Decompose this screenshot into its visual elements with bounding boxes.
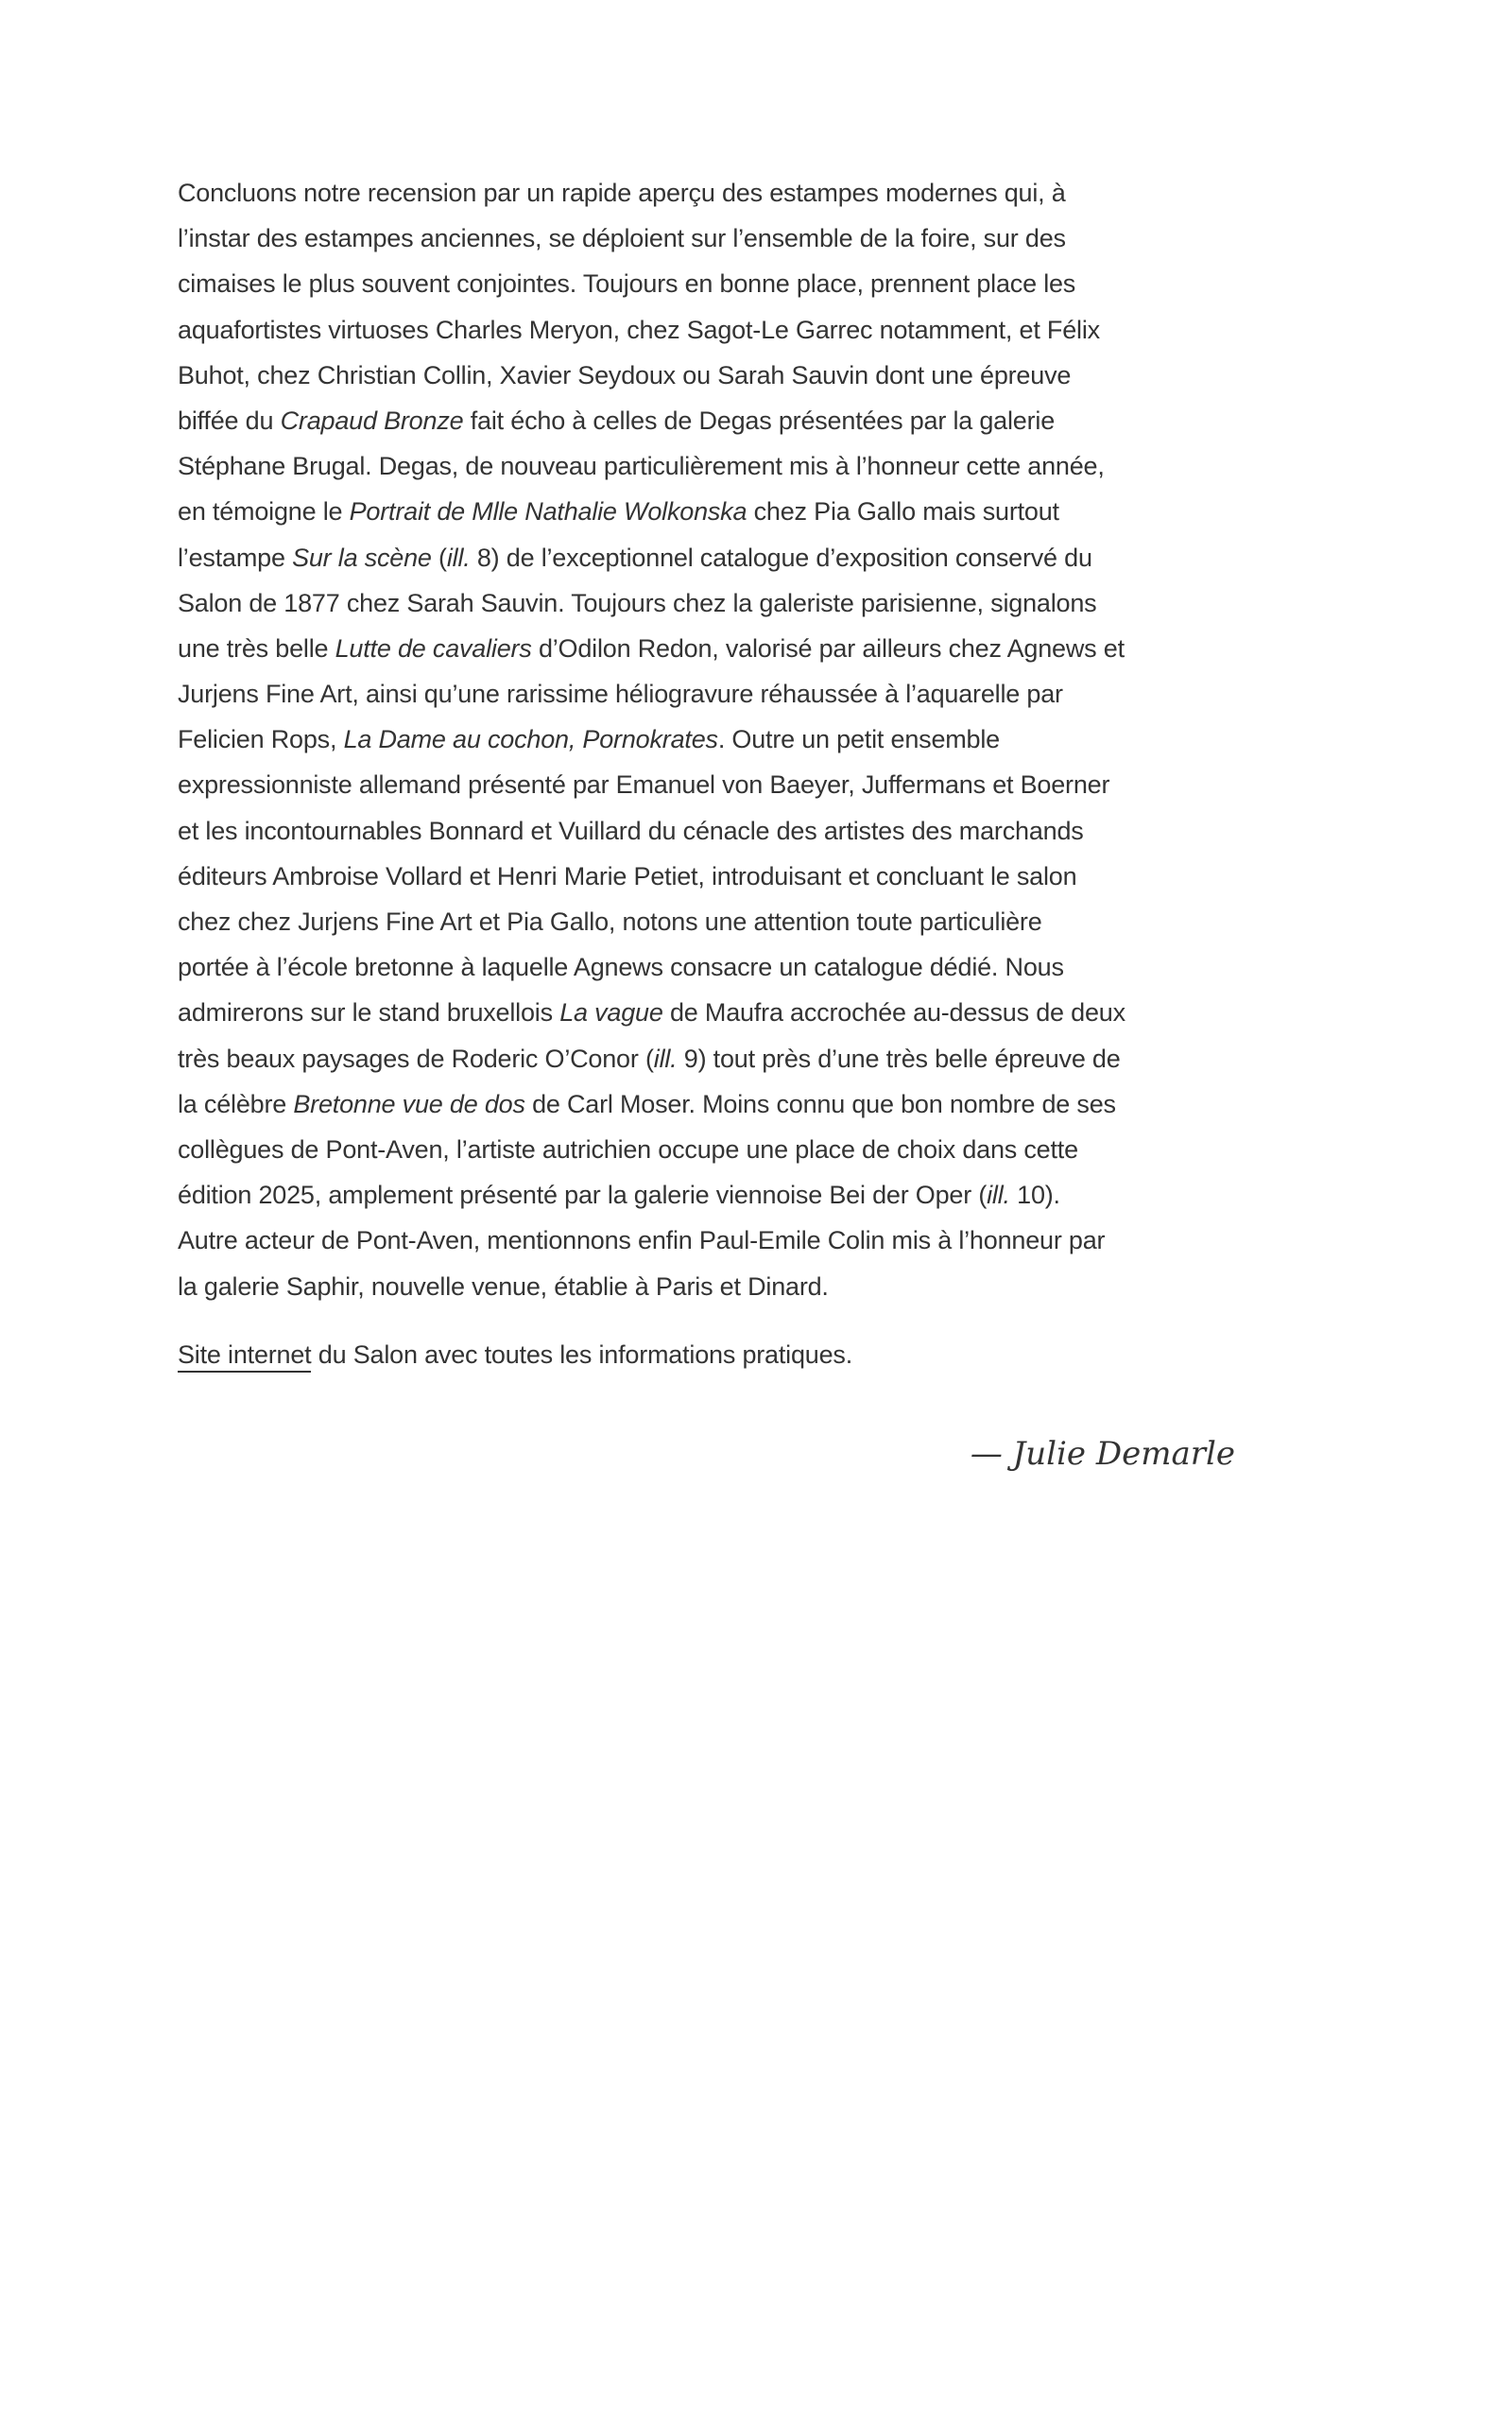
paragraph-line bbox=[178, 944, 1264, 990]
paragraph-line bbox=[178, 671, 1264, 717]
body-text: fait écho à celles de Degas présentées par la galerie bbox=[463, 406, 1056, 435]
body-text: 10). bbox=[1009, 1181, 1060, 1210]
body-text: d’Odilon Redon, valorisé par ailleurs chez Agnews et bbox=[531, 633, 1125, 663]
paragraph-line bbox=[178, 990, 1264, 1035]
body-text: la galerie Saphir, nouvelle venue, établie à Paris et Dinard. bbox=[178, 1271, 829, 1301]
italic-title-text: Sur la scène bbox=[292, 543, 432, 572]
body-text: de Carl Moser. Moins connu que bon nombre de ses bbox=[524, 1089, 1116, 1118]
author-signature: — Julie Demarle bbox=[970, 1435, 1235, 1473]
paragraph-line bbox=[178, 580, 1264, 626]
body-text: portée à l’école bretonne à laquelle Agnews consacre un catalogue dédié. Nous bbox=[178, 953, 1064, 982]
italic-title-text: ill. bbox=[987, 1181, 1010, 1210]
paragraph-line bbox=[178, 1036, 1264, 1081]
paragraph-line bbox=[178, 261, 1264, 306]
paragraph-line bbox=[178, 170, 1264, 216]
body-text: cimaises le plus souvent conjointes. Toujours en bonne place, prennent place les bbox=[178, 269, 1076, 299]
body-text: de Maufra accrochée au-dessus de deux bbox=[662, 998, 1125, 1028]
italic-title-text: Lutte de cavaliers bbox=[335, 633, 532, 663]
body-text: chez chez Jurjens Fine Art et Pia Gallo, notons une attention toute particulière bbox=[178, 908, 1042, 936]
italic-title-text: La vague bbox=[559, 998, 663, 1028]
body-text: Jurjens Fine Art, ainsi qu’une rarissime héliogravure réhaussée à l’aquarelle par bbox=[178, 680, 1063, 709]
salon-website-link[interactable]: Site internet bbox=[178, 1340, 311, 1373]
body-text: Salon de 1877 chez Sarah Sauvin. Toujours chez la galeriste parisienne, signalons bbox=[178, 588, 1097, 617]
body-text: et les incontournables Bonnard et Vuillard du cénacle des artistes des marchands bbox=[178, 816, 1084, 845]
body-text: Autre acteur de Pont-Aven, mentionnons enfin Paul-Emile Colin mis à l’honneur par bbox=[178, 1226, 1106, 1255]
body-text: en témoigne le bbox=[178, 497, 350, 527]
paragraph-line bbox=[178, 398, 1264, 443]
body-text: chez Pia Gallo mais surtout bbox=[747, 497, 1059, 527]
paragraph-line bbox=[178, 762, 1264, 807]
body-text: la célèbre bbox=[178, 1089, 294, 1118]
paragraph-line bbox=[178, 307, 1264, 353]
body-text: l’instar des estampes anciennes, se déploient sur l’ensemble de la foire, sur des bbox=[178, 224, 1066, 253]
closing-paragraph bbox=[178, 170, 1264, 1309]
article-body bbox=[178, 170, 1264, 1377]
paragraph-line bbox=[178, 1172, 1264, 1218]
paragraph-line bbox=[178, 626, 1264, 671]
body-text: éditeurs Ambroise Vollard et Henri Marie Petiet, introduisant et concluant le salon bbox=[178, 861, 1077, 890]
salon-website-line bbox=[178, 1332, 1264, 1377]
paragraph-line bbox=[178, 854, 1264, 899]
paragraph-line bbox=[178, 1264, 1264, 1309]
body-text: . Outre un petit ensemble bbox=[717, 725, 1000, 754]
body-text: biffée du bbox=[178, 406, 281, 435]
body-text: très beaux paysages de Roderic O’Conor ( bbox=[178, 1044, 654, 1073]
body-text: Felicien Rops, bbox=[178, 725, 344, 754]
italic-title-text: Bretonne vue de dos bbox=[293, 1089, 525, 1118]
body-text: Buhot, chez Christian Collin, Xavier Seydoux ou Sarah Sauvin dont une épreuve bbox=[178, 360, 1072, 389]
italic-title-text: Crapaud Bronze bbox=[280, 406, 464, 435]
paragraph-line bbox=[178, 808, 1264, 854]
body-text: admirerons sur le stand bruxellois bbox=[178, 998, 560, 1028]
italic-title-text: Portrait de Mlle Nathalie Wolkonska bbox=[349, 497, 747, 527]
paragraph-line bbox=[178, 216, 1264, 261]
paragraph-line bbox=[178, 717, 1264, 762]
paragraph-line bbox=[178, 1081, 1264, 1127]
paragraph-line bbox=[178, 489, 1264, 534]
body-text: 9) tout près d’une très belle épreuve de bbox=[677, 1044, 1121, 1073]
body-text: édition 2025, amplement présenté par la galerie viennoise Bei der Oper ( bbox=[178, 1181, 988, 1210]
body-text: collègues de Pont-Aven, l’artiste autrichien occupe une place de choix dans cette bbox=[178, 1134, 1078, 1164]
paragraph-line bbox=[178, 353, 1264, 398]
salon-website-description: du Salon avec toutes les informations pratiques. bbox=[311, 1340, 853, 1369]
paragraph-line bbox=[178, 1127, 1264, 1172]
body-text: expressionniste allemand présenté par Emanuel von Baeyer, Juffermans et Boerner bbox=[178, 770, 1110, 800]
italic-title-text: La Dame au cochon, Pornokrates bbox=[343, 725, 718, 754]
body-text: aquafortistes virtuoses Charles Meryon, chez Sagot-Le Garrec notamment, et Félix bbox=[178, 315, 1100, 344]
italic-title-text: ill. bbox=[653, 1044, 678, 1073]
body-text: 8) de l’exceptionnel catalogue d’exposition conservé du bbox=[470, 543, 1092, 572]
body-text: une très belle bbox=[178, 633, 335, 663]
body-text: l’estampe bbox=[178, 543, 293, 572]
body-text: Stéphane Brugal. Degas, de nouveau particulièrement mis à l’honneur cette année, bbox=[178, 452, 1105, 481]
paragraph-line bbox=[178, 899, 1264, 944]
paragraph-line bbox=[178, 443, 1264, 489]
body-text: Concluons notre recension par un rapide aperçu des estampes modernes qui, à bbox=[178, 179, 1066, 207]
body-text: ( bbox=[431, 543, 447, 572]
paragraph-line bbox=[178, 535, 1264, 580]
paragraph-line bbox=[178, 1218, 1264, 1263]
italic-title-text: ill. bbox=[446, 543, 471, 572]
